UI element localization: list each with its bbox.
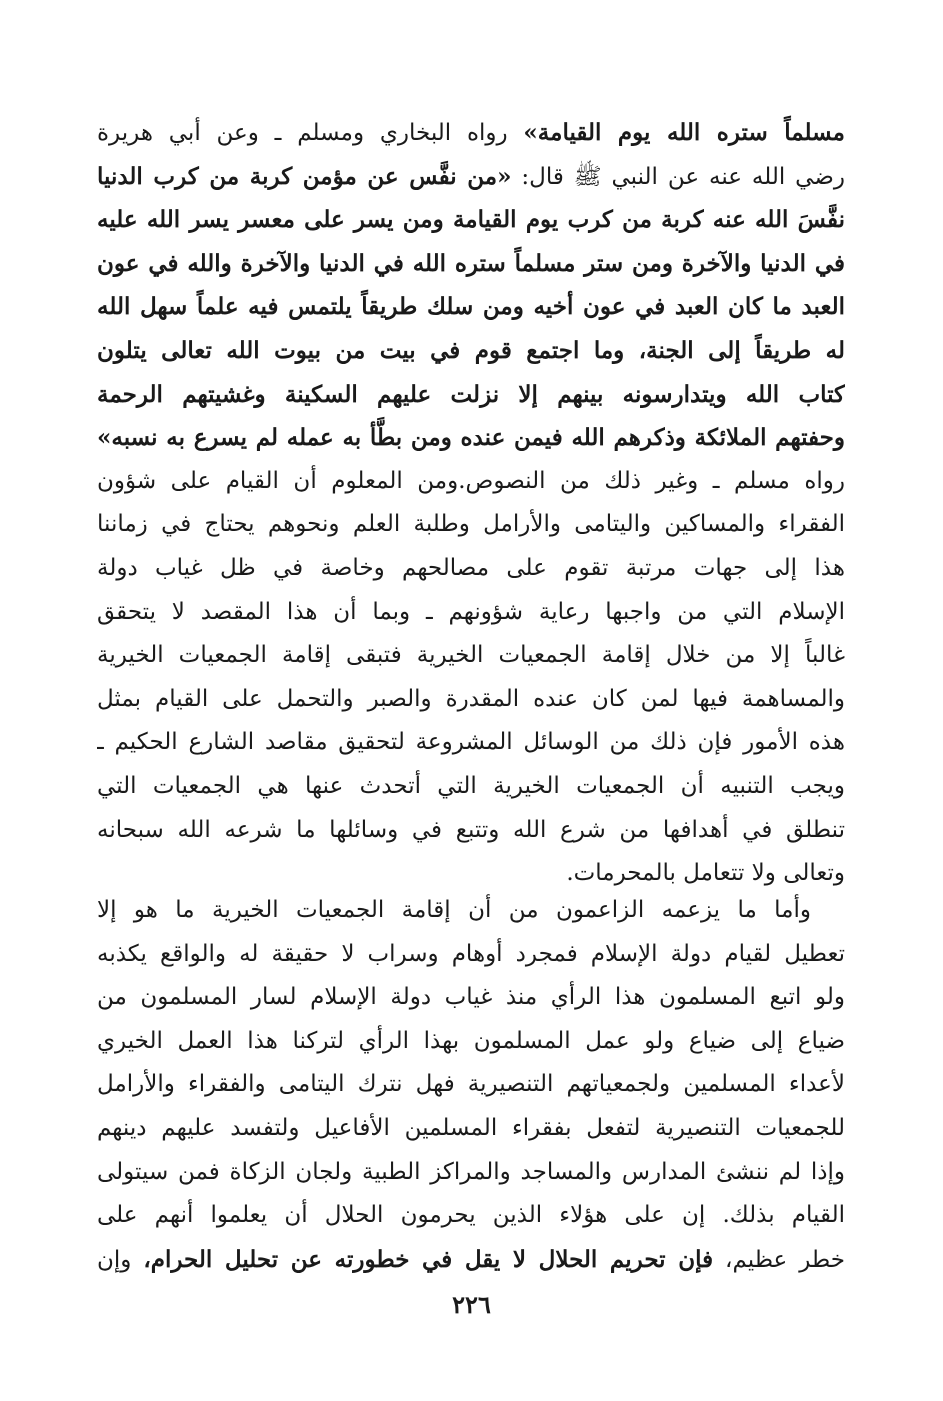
text-run: والمساهمة فيها لمن كان عنده المقدرة والصبر والتحمل على القيام بمثل <box>97 685 845 712</box>
text-run: وإن <box>97 1246 144 1273</box>
text-line <box>97 721 845 765</box>
paragraph-two <box>97 889 845 1281</box>
text-line <box>97 285 845 329</box>
text-run: فإن تحريم الحلال لا يقل في خطورته عن تحليل الحرام، <box>143 1245 714 1273</box>
text-run: القيام بذلك. إن على هؤلاء الذين يحرمون الحلال أن يعلموا أنهم على <box>97 1202 845 1229</box>
text-run: للجمعيات التنصيرية لتفعل بفقراء المسلمين الأفاعيل ولتفسد عليهم دينهم <box>97 1114 845 1141</box>
text-run: وحفتهم الملائكة وذكرهم الله فيمن عنده ومن بطَّأ به عمله لم يسرع به نسبه» <box>97 424 845 452</box>
text-line <box>97 1063 845 1107</box>
text-line <box>97 1238 845 1282</box>
text-run: ولو اتبع المسلمون هذا الرأي منذ غياب دولة الإسلام لسار المسلمون من <box>97 984 845 1011</box>
text-line <box>97 1151 845 1195</box>
text-run: رواه مسلم ـ وغير ذلك من النصوص.ومن المعلوم أن القيام على شؤون <box>97 467 845 494</box>
text-run: هذه الأمور فإن ذلك من الوسائل المشروعة لتحقيق مقاصد الشارع الحكيم ـ <box>97 729 845 756</box>
page-number: ٢٢٦ <box>452 1290 491 1319</box>
text-run: لأعداء المسلمين ولجمعياتهم التنصيرية فهل نترك اليتامى والفقراء والأرامل <box>97 1071 845 1098</box>
text-run: في الدنيا والآخرة ومن ستر مسلماً ستره الله في الدنيا والآخرة والله في عون <box>97 249 845 277</box>
text-run: هذا إلى جهات مرتبة تقوم على مصالحهم وخاصة في ظل غياب دولة <box>97 554 845 581</box>
text-line <box>97 634 845 678</box>
text-run: وأما ما يزعمه الزاعمون من أن إقامة الجمعيات الخيرية ما هو إلا <box>97 897 811 923</box>
text-line <box>97 765 845 809</box>
text-line <box>97 198 845 242</box>
text-line <box>97 329 845 373</box>
text-run: كتاب الله ويتدارسونه بينهم إلا نزلت عليهم السكينة وغشيتهم الرحمة <box>97 380 845 408</box>
text-line <box>97 1194 845 1238</box>
text-line <box>97 976 845 1020</box>
text-line <box>97 111 845 155</box>
text-line <box>97 416 845 460</box>
text-run: رضي الله عنه عن النبي ﷺ قال: <box>511 163 845 190</box>
text-run: وإذا لم ننشئ المدارس والمساجد والمراكز الطبية ولجان الزكاة فمن سيتولى <box>97 1158 845 1185</box>
text-run: خطر عظيم، <box>713 1246 845 1273</box>
text-run: نفَّسَ الله عنه كربة من كرب يوم القيامة ومن يسر على معسر يسر الله عليه <box>97 206 845 234</box>
text-run: الفقراء والمساكين واليتامى والأرامل وطلبة العلم ونحوهم يحتاج في زماننا <box>97 511 845 538</box>
text-line <box>97 1020 845 1064</box>
text-line <box>97 889 845 933</box>
text-run: مسلماً ستره الله يوم القيامة» <box>523 119 845 146</box>
text-line <box>97 547 845 591</box>
text-run: غالباً إلا من خلال إقامة الجمعيات الخيرية فتبقى إقامة الجمعيات الخيرية <box>97 642 845 669</box>
text-line <box>97 242 845 286</box>
text-line <box>97 1107 845 1151</box>
paragraph-one <box>97 111 845 896</box>
text-run: الإسلام التي من واجبها رعاية شؤونهم ـ وبما أن هذا المقصد لا يتحقق <box>97 598 845 625</box>
text-line <box>97 155 845 199</box>
text-run: ويجب التنبيه أن الجمعيات الخيرية التي أتحدث عنها هي الجمعيات التي <box>97 772 845 799</box>
text-line <box>97 591 845 635</box>
text-run: رواه البخاري ومسلم ـ وعن أبي هريرة <box>97 120 524 146</box>
text-run: له طريقاً إلى الجنة، وما اجتمع قوم في بيت من بيوت الله تعالى يتلون <box>97 336 845 364</box>
text-line <box>97 678 845 722</box>
text-run: تنطلق في أهدافها من شرع الله وتتبع في وسائلها ما شرعه الله سبحانه <box>97 816 845 843</box>
text-run: ضياع إلى ضياع ولو عمل المسلمون بهذا الرأي لتركنا هذا العمل الخيري <box>97 1027 845 1054</box>
text-line <box>97 460 845 504</box>
text-run: تعطيل لقيام دولة الإسلام فمجرد أوهام وسراب لا حقيقة له والواقع يكذبه <box>97 940 845 967</box>
text-line <box>97 933 845 977</box>
text-line <box>97 809 845 853</box>
text-line <box>97 373 845 417</box>
text-run: وتعالى ولا تتعامل بالمحرمات. <box>566 860 845 887</box>
text-run: «من نفَّس عن مؤمن كربة من كرب الدنيا <box>97 162 512 190</box>
text-line <box>97 503 845 547</box>
text-run: العبد ما كان العبد في عون أخيه ومن سلك طريقاً يلتمس فيه علماً سهل الله <box>97 293 845 321</box>
